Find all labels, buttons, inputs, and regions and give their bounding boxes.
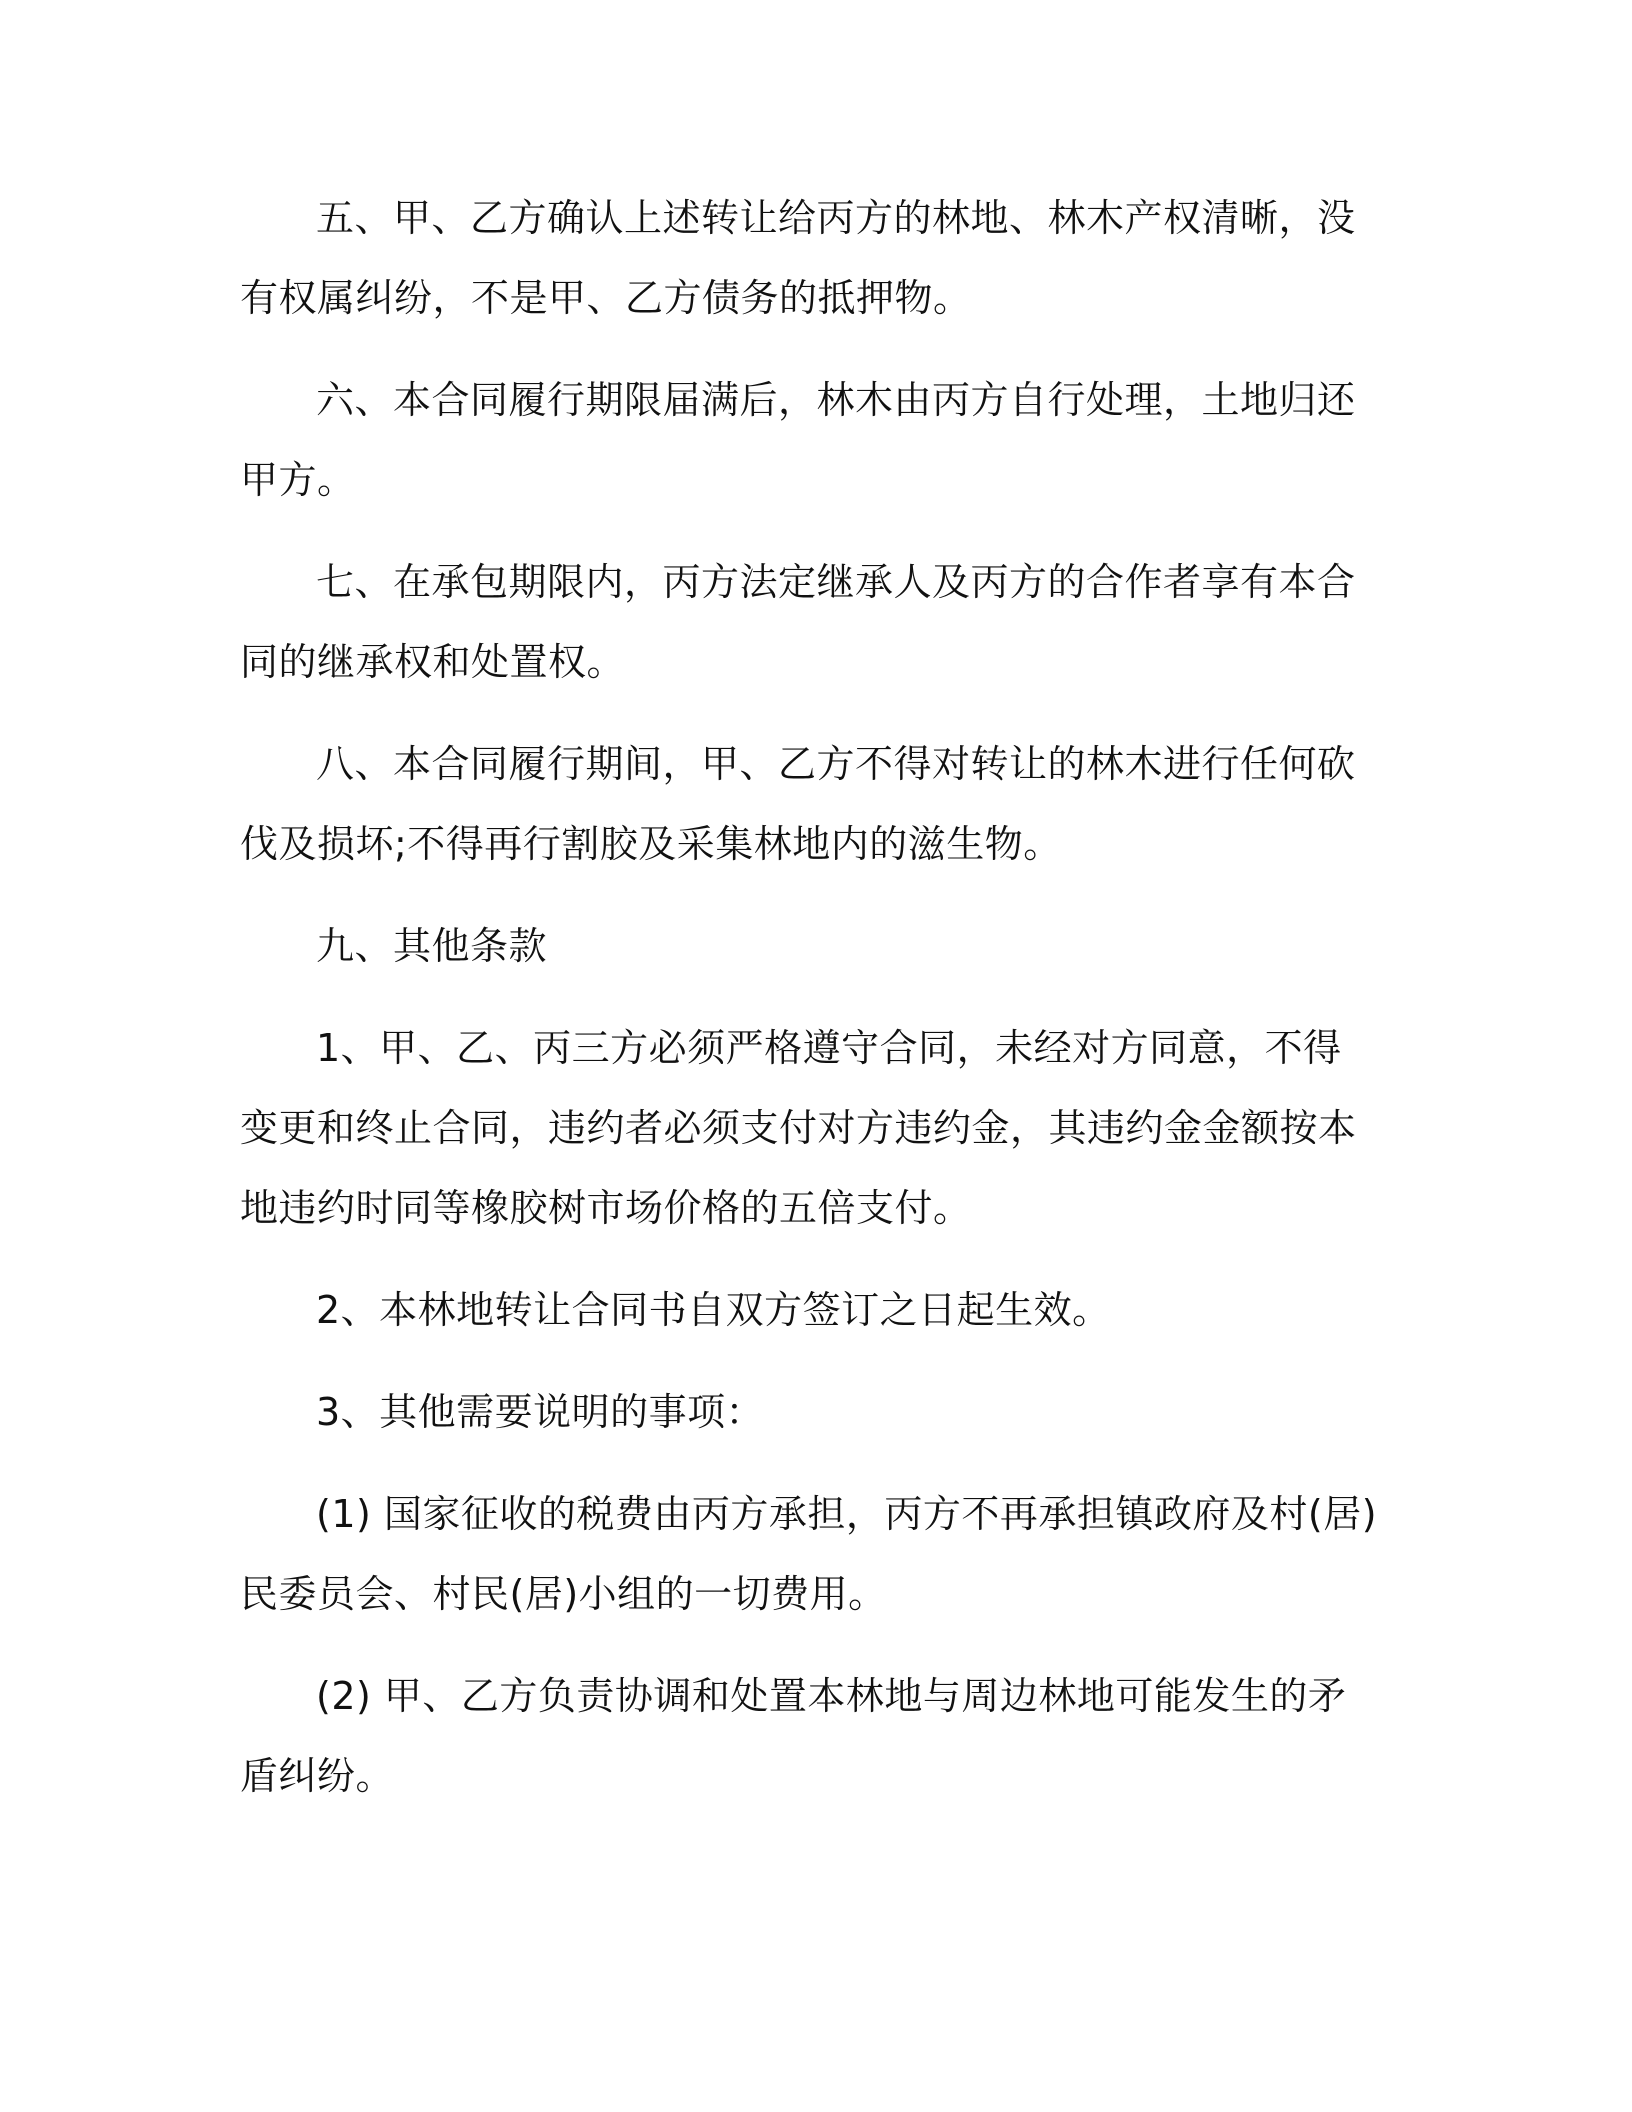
- clause-9-item-3-sub-2: (2) 甲、乙方负责协调和处置本林地与周边林地可能发生的矛盾纠纷。: [240, 1674, 1347, 1798]
- clause-9-item-2: 2、本林地转让合同书自双方签订之日起生效。: [316, 1288, 1111, 1332]
- clause-8-paragraph: 八、本合同履行期间，甲、乙方不得对转让的林木进行任何砍伐及损坏;不得再行割胶及采集林地内的滋生物。: [240, 742, 1356, 866]
- clause-7-paragraph: 七、在承包期限内，丙方法定继承人及丙方的合作者享有本合同的继承权和处置权。: [240, 560, 1356, 684]
- clause-9-item-1: 1、甲、乙、丙三方必须严格遵守合同，未经对方同意，不得变更和终止合同，违约者必须支付对方违约金，其违约金金额按本地违约时同等橡胶树市场价格的五倍支付。: [240, 1026, 1357, 1230]
- clause-6-paragraph: 六、本合同履行期限届满后，林木由丙方自行处理，土地归还甲方。: [240, 378, 1356, 502]
- clause-9-item-3: 3、其他需要说明的事项：: [316, 1390, 765, 1434]
- clause-9-heading: 九、其他条款: [316, 924, 548, 968]
- clause-5-paragraph: 五、甲、乙方确认上述转让给丙方的林地、林木产权清晰，没有权属纠纷，不是甲、乙方债务的抵押物。: [240, 196, 1356, 320]
- clause-9-item-3-sub-1: (1) 国家征收的税费由丙方承担，丙方不再承担镇政府及村(居)民委员会、村民(居)小组的一切费用。: [240, 1492, 1378, 1616]
